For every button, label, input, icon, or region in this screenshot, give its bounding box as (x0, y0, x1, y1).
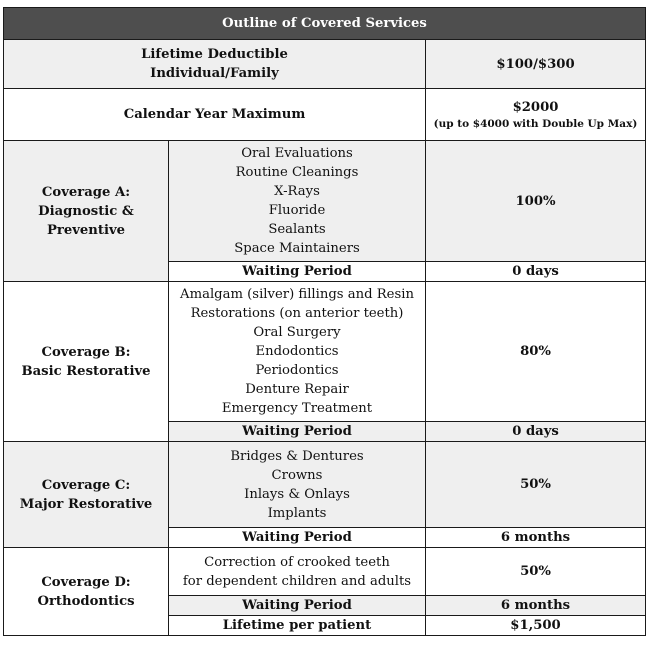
service-item: Inlays & Onlays (244, 486, 350, 502)
coverage-c-name (4, 442, 169, 548)
service-item: Restorations (on anterior teeth) (190, 306, 404, 321)
coverage-b-row (4, 282, 646, 422)
service-item: Endodontics (255, 344, 339, 359)
waiting-period-value: 0 days (426, 422, 646, 442)
coverage-c-percent: 50% (426, 442, 646, 528)
coverage-b-percent: 80% (426, 282, 646, 422)
waiting-period-label: Waiting Period (169, 528, 426, 548)
annual-max-note: (up to $4000 with Double Up Max) (433, 118, 638, 130)
covered-services-table (3, 7, 646, 636)
coverage-name-line: Preventive (46, 222, 126, 238)
coverage-b-name (4, 282, 169, 442)
coverage-d-row (4, 548, 646, 596)
coverage-a-services (169, 141, 426, 262)
service-item: Denture Repair (245, 382, 349, 397)
waiting-period-value: 6 months (426, 528, 646, 548)
service-item: Oral Surgery (253, 325, 341, 340)
coverage-name-line: Coverage C: (41, 477, 131, 493)
coverage-name-line: Basic Restorative (21, 363, 151, 379)
lifetime-value: $1,500 (426, 616, 646, 636)
coverage-a-name (4, 141, 169, 282)
coverage-name-line: Major Restorative (19, 496, 153, 512)
waiting-period-value: 0 days (426, 262, 646, 282)
deductible-label-line: Individual/Family (150, 66, 279, 81)
service-item: Fluoride (268, 203, 326, 218)
services-outline (3, 7, 646, 636)
deductible-value: $100/$300 (426, 40, 646, 89)
annual-max-label: Calendar Year Maximum (4, 89, 426, 141)
waiting-period-label: Waiting Period (169, 596, 426, 616)
coverage-b-services (169, 282, 426, 422)
waiting-period-value: 6 months (426, 596, 646, 616)
coverage-d-name (4, 548, 169, 636)
service-item: Sealants (268, 222, 326, 237)
title-row (4, 8, 646, 40)
service-item: Amalgam (silver) fillings and Resin (180, 287, 414, 302)
deductible-label-line: Lifetime Deductible (141, 47, 288, 62)
service-item: Correction of crooked teeth (204, 554, 390, 570)
coverage-name-line: Coverage D: (41, 574, 131, 590)
annual-max-value: $2000 (512, 100, 559, 115)
coverage-name-line: Diagnostic & (38, 203, 134, 219)
coverage-d-percent: 50% (426, 548, 646, 596)
service-item: X-Rays (274, 184, 320, 199)
annual-max-row (4, 89, 646, 141)
coverage-name-line: Orthodontics (37, 593, 135, 609)
annual-max-value-cell (426, 89, 646, 141)
waiting-period-label: Waiting Period (169, 422, 426, 442)
coverage-d-services (169, 548, 426, 596)
deductible-label (4, 40, 426, 89)
service-item: Periodontics (255, 363, 339, 378)
service-item: Routine Cleanings (235, 165, 359, 180)
lifetime-label: Lifetime per patient (169, 616, 426, 636)
service-item: Crowns (271, 467, 323, 483)
service-item: Oral Evaluations (241, 146, 353, 161)
coverage-c-row (4, 442, 646, 528)
waiting-period-label: Waiting Period (169, 262, 426, 282)
coverage-c-services (169, 442, 426, 528)
coverage-name-line: Coverage B: (41, 344, 131, 360)
service-item: for dependent children and adults (182, 573, 412, 589)
service-item: Implants (267, 505, 327, 521)
service-item: Space Maintainers (234, 241, 360, 256)
service-item: Bridges & Dentures (230, 448, 364, 464)
table-title: Outline of Covered Services (4, 8, 646, 40)
coverage-name-line: Coverage A: (41, 184, 131, 200)
coverage-a-percent: 100% (426, 141, 646, 262)
coverage-a-row (4, 141, 646, 262)
deductible-row (4, 40, 646, 89)
service-item: Emergency Treatment (221, 401, 373, 416)
